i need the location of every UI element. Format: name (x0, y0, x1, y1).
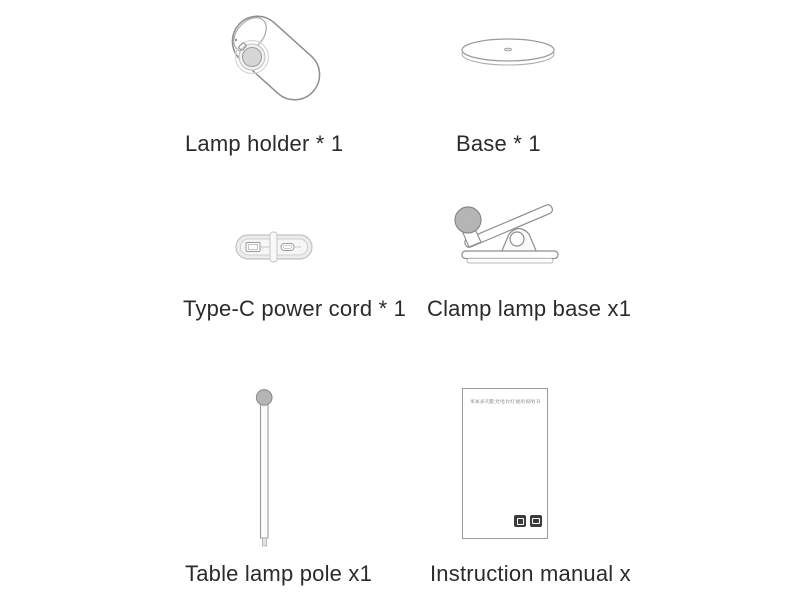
lamp-pole-label: Table lamp pole x1 (185, 561, 373, 586)
manual-logos (514, 515, 542, 527)
base-label: Base * 1 (456, 131, 541, 156)
lamp-holder-illustration (200, 0, 350, 120)
lamp-pole-illustration (245, 385, 285, 555)
clamp-base-label: Clamp lamp base x1 (427, 296, 632, 321)
lamp-holder-label: Lamp holder * 1 (185, 131, 344, 156)
cable-strap (270, 232, 277, 262)
pole-ball-top (256, 390, 272, 406)
instruction-manual-illustration (462, 388, 548, 539)
base-illustration (435, 20, 585, 90)
manual-brand-icon (530, 515, 542, 527)
clamp-base-illustration (440, 192, 580, 287)
type-c-connector (281, 244, 294, 251)
pole-shaft (261, 401, 269, 538)
type-c-cord-label: Type-C power cord * 1 (183, 296, 407, 321)
ball-joint (455, 207, 481, 233)
manual-cert-icon (514, 515, 526, 527)
instruction-manual-label: Instruction manual x (430, 561, 631, 586)
manual-cover-title: 米家多功能充电台灯使用说明书 (469, 399, 541, 405)
indicator-dot (235, 39, 237, 41)
clamp-base-plate (462, 251, 558, 259)
type-c-cord-illustration (230, 228, 320, 268)
pole-tip (263, 538, 267, 546)
